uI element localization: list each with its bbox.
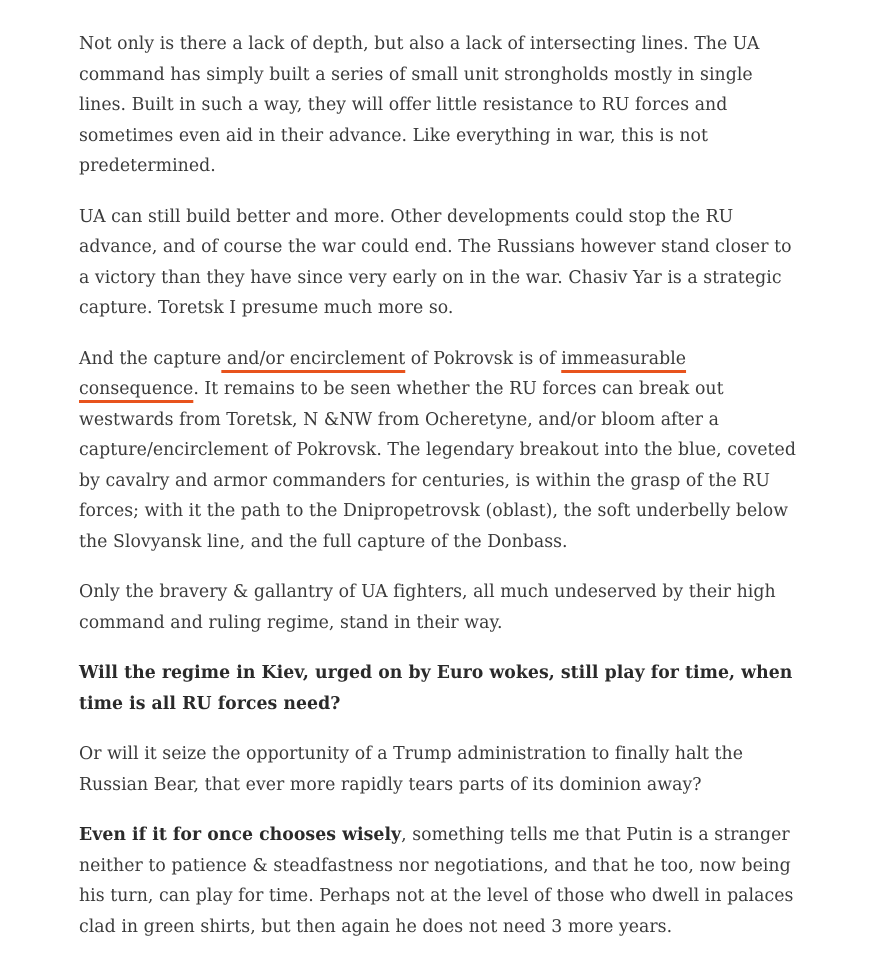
highlight-immeasurable-consequence: immeasurable consequence [79,348,687,399]
paragraph-pokrovsk [79,344,804,558]
paragraph-choose-wisely [79,820,804,942]
paragraph-trump-administration: Or will it seize the opportunity of a Trump administration to finally halt the Russian Bear, that ever more rapidly tears parts of its dominion away? [79,744,743,795]
pokrovsk-text-middle: of Pokrovsk is of [405,348,562,369]
pokrovsk-text-end: . It remains to be seen whether the RU forces can break out westwards from Toretsk, N &NW from Ocheretyne, and/or bloom after a capture/encirclement of Pokrovsk. The legendary breakout into the blue, coveted by cavalry and armor commanders for centuries, is within the grasp of the RU forces; with it the path to the Dnipropetrovsk (oblast), the soft underbelly below the Slovyansk line, and the full capture of the Donbass. [79,379,796,552]
paragraph-bravery: Only the bravery & gallantry of UA fighters, all much undeserved by their high command and ruling regime, stand in their way. [79,582,776,633]
paragraph-ua-can-build: UA can still build better and more. Other developments could stop the RU advance, and of course the war could end. The Russians however stand closer to a victory than they have since very early on in the war. Chasiv Yar is a strategic capture. Toretsk I presume much more so. [79,206,792,318]
pokrovsk-text-start: And the capture [79,348,222,369]
highlight-encirclement: and/or encirclement [221,348,406,369]
choose-wisely-bold: Even if it for once chooses wisely [79,825,402,845]
article-body [79,29,804,962]
paragraph-regime-question: Will the regime in Kiev, urged on by Euro wokes, still play for time, when time is all RU forces need? [79,663,793,714]
choose-wisely-rest: , something tells me that Putin is a stranger neither to patience & steadfastness nor negotiations, and that he too, now being his turn, can play for time. Perhaps not at the level of those who dwell in palaces clad in green shirts, but then again he does not need 3 more years. [79,825,794,937]
paragraph-lack-of-depth: Not only is there a lack of depth, but also a lack of intersecting lines. The UA command has simply built a series of small unit strongholds mostly in single lines. Built in such a way, they will offer little resistance to RU forces and sometimes even aid in their advance. Like everything in war, this is not predetermined. [79,34,760,176]
